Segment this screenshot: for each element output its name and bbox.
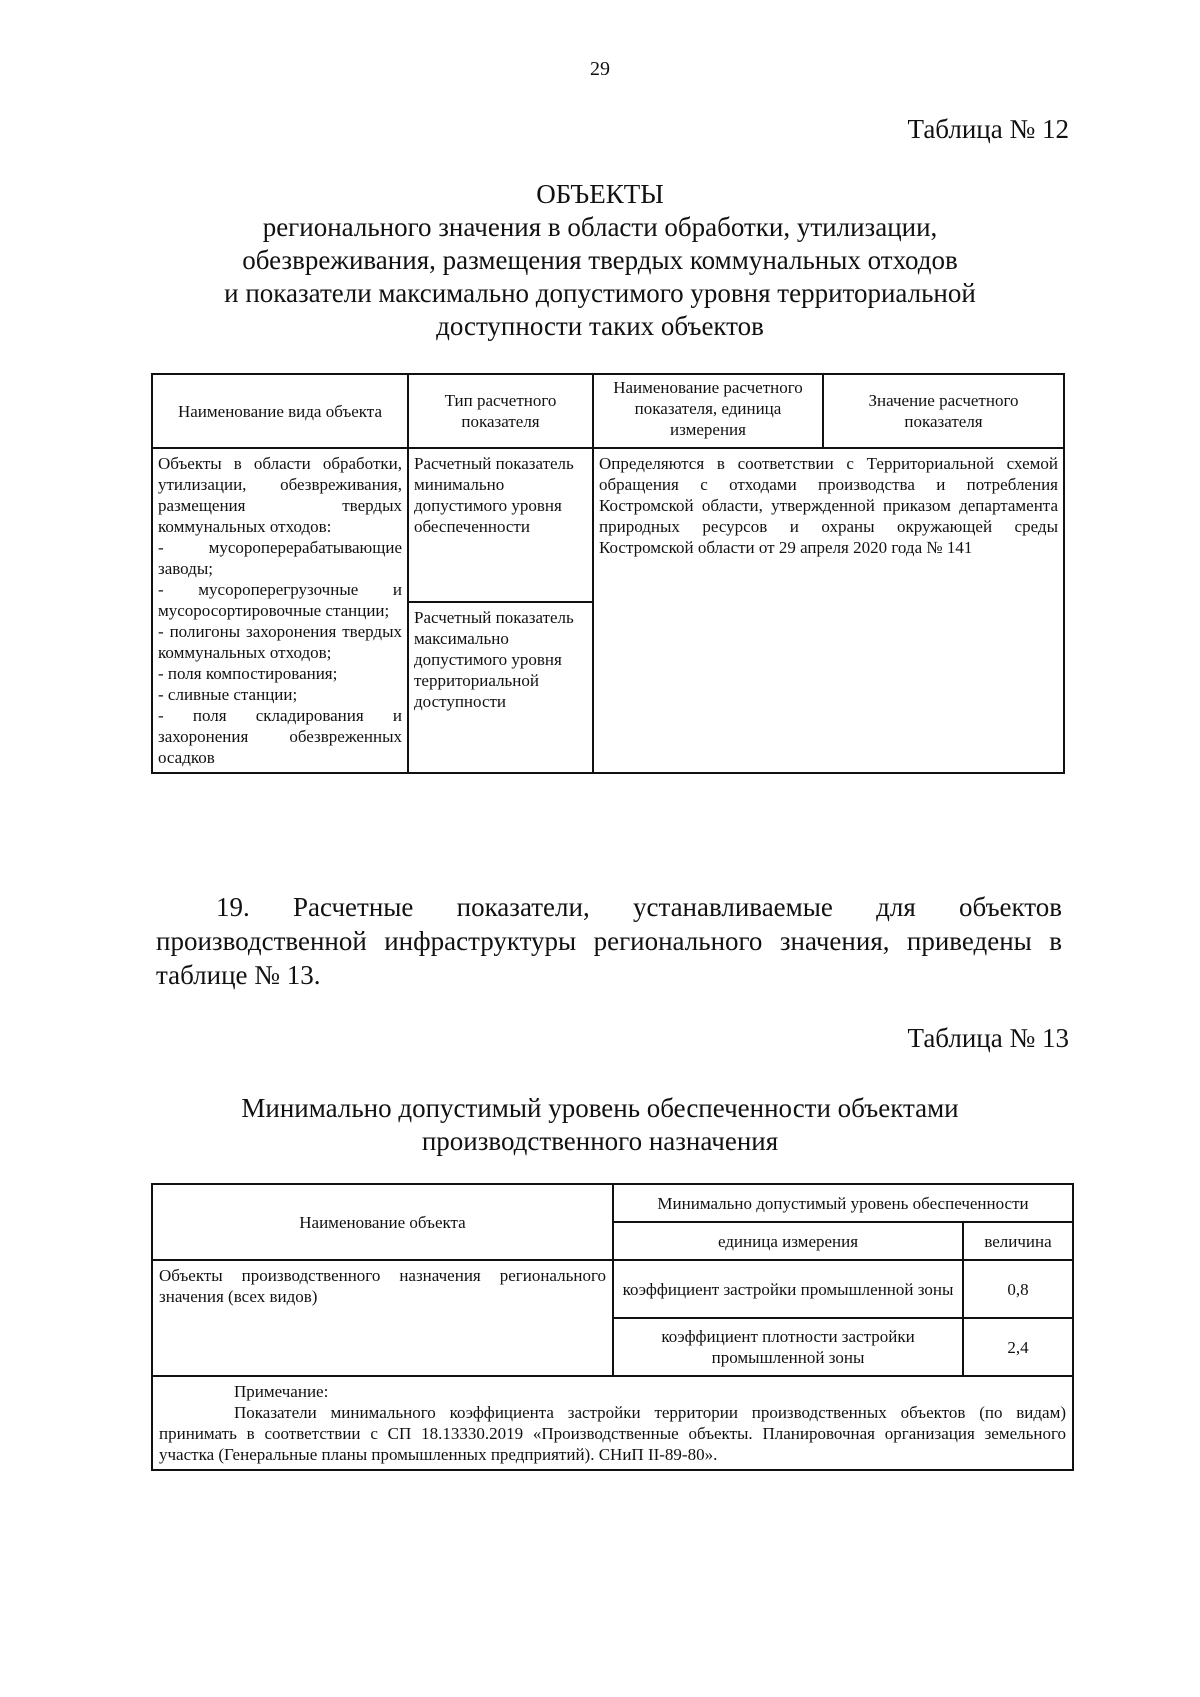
header-min-level: Минимально допустимый уровень обеспеченности (613, 1184, 1073, 1222)
paragraph-19: 19. Расчетные показатели, устанавливаемые для объектов производственной инфраструктуры регионального значения, приведены в таблице № 13. (156, 892, 1062, 990)
heading-line: Минимально допустимый уровень обеспеченности объектами (241, 1093, 959, 1123)
table-12-heading (140, 178, 1060, 343)
table-row (152, 448, 1064, 602)
header-object-kind: Наименование вида объекта (152, 374, 408, 448)
value-cell: 0,8 (963, 1260, 1073, 1318)
heading-line: производственного назначения (421, 1126, 779, 1156)
unit-cell: коэффициент застройки промышленной зоны (613, 1260, 963, 1318)
object-kind-cell (152, 448, 408, 773)
unit-cell: коэффициент плотности застройки промышленной зоны (613, 1318, 963, 1376)
header-indicator-value: Значение расчетного показателя (823, 374, 1064, 448)
list-item: - сливные станции; (158, 685, 298, 704)
heading-line: ОБЪЕКТЫ (536, 179, 664, 209)
table-12 (151, 373, 1065, 774)
note-title: Примечание: (234, 1382, 329, 1401)
list-item: - мусороперерабатывающие заводы; (158, 538, 402, 578)
note-text: Показатели минимального коэффициента застройки территории производственных объектов (по видам) принимать в соответствии с СП 18.13330.2019 «Производственные объекты. Планировочная организация земельного участка (Генеральные планы промышленных предприятий). СНиП II-89-80». (159, 1403, 1067, 1464)
table-row (152, 1376, 1073, 1470)
indicator-type-cell: Расчетный показатель минимально допустимого уровня обеспеченности (408, 448, 593, 602)
object-intro: Объекты в области обработки, утилизации, обезвреживания, размещения твердых коммунальных отходов: (158, 454, 402, 536)
table-row (152, 1260, 1073, 1318)
list-item: - полигоны захоронения твердых коммунальных отходов; (158, 622, 402, 662)
page-number: 29 (590, 58, 610, 80)
list-item: - мусороперегрузочные и мусоросортировочные станции; (158, 580, 402, 620)
heading-line: и показатели максимально допустимого уровня территориальной (224, 278, 976, 308)
heading-line: регионального значения в области обработки, утилизации, (262, 212, 938, 242)
table-13-heading (140, 1092, 1060, 1158)
table-13 (151, 1183, 1074, 1471)
table-13-label: Таблица № 13 (907, 1023, 1069, 1053)
table-header-row (152, 374, 1064, 448)
indicator-type-cell: Расчетный показатель максимально допустимого уровня территориальной доступности (408, 602, 593, 773)
indicator-value-cell: Определяются в соответствии с Территориальной схемой обращения с отходами производства и потребления Костромской области, утвержденной приказом департамента природных ресурсов и охраны окружающей среды Костромской области от 29 апреля 2020 года № 141 (593, 448, 1064, 773)
table-header-row (152, 1184, 1073, 1222)
header-indicator-type: Тип расчетного показателя (408, 374, 593, 448)
object-name-cell: Объекты производственного назначения регионального значения (всех видов) (152, 1260, 613, 1376)
value-cell: 2,4 (963, 1318, 1073, 1376)
list-item: - поля складирования и захоронения обезвреженных осадков (158, 706, 402, 767)
header-value: величина (963, 1222, 1073, 1260)
header-object-name: Наименование объекта (152, 1184, 613, 1260)
note-cell (152, 1376, 1073, 1470)
table-12-label: Таблица № 12 (907, 114, 1069, 144)
list-item: - поля компостирования; (158, 664, 338, 683)
heading-line: доступности таких объектов (436, 311, 764, 341)
header-unit: единица измерения (613, 1222, 963, 1260)
header-indicator-name: Наименование расчетного показателя, единица измерения (593, 374, 823, 448)
heading-line: обезвреживания, размещения твердых коммунальных отходов (242, 245, 958, 275)
